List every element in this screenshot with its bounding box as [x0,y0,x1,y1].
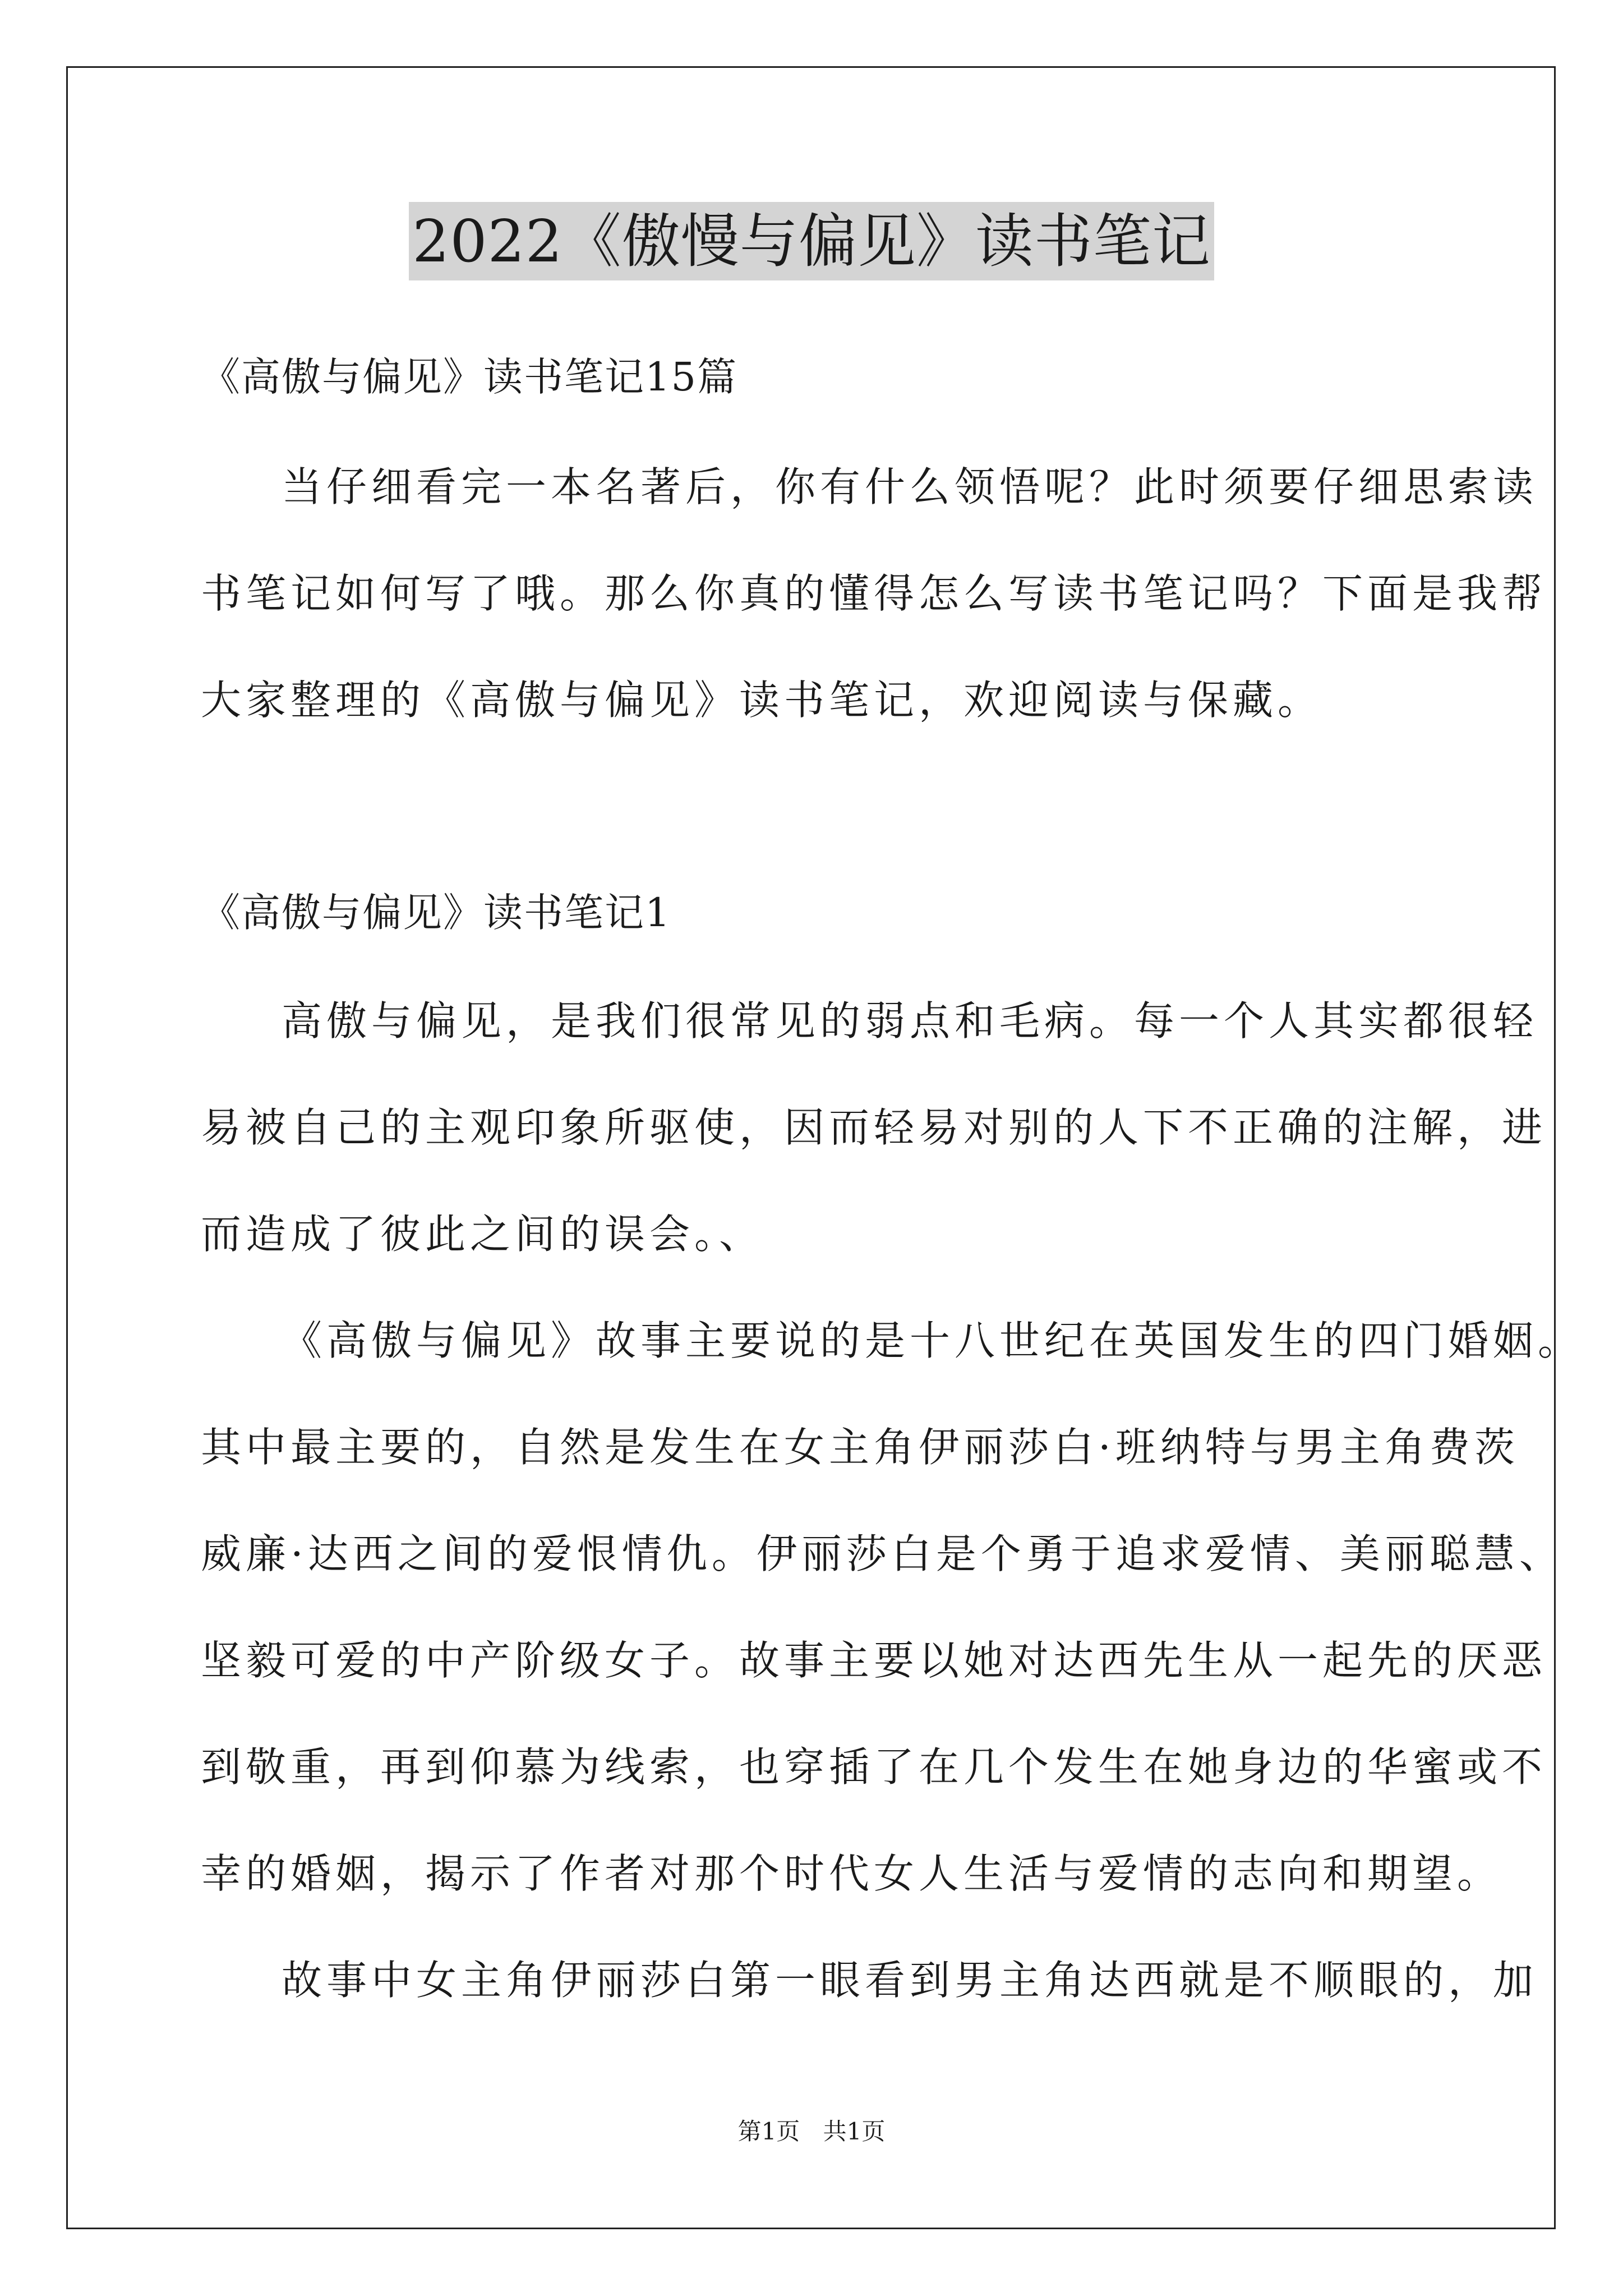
para2-line-5: 到敬重，再到仰慕为线索，也穿插了在几个发生在她身边的华蜜或不 [201,1743,1547,1791]
intro-line-3: 大家整理的《高傲与偏见》读书笔记，欢迎阅读与保藏。 [201,677,1323,724]
document-title: 2022《傲慢与偏见》读书笔记 [409,202,1214,280]
para3-line-1: 故事中女主角伊丽莎白第一眼看到男主角达西就是不顺眼的，加 [282,1957,1538,2004]
page-footer [0,2115,1623,2148]
para2-line-1: 《高傲与偏见》故事主要说的是十八世纪在英国发生的四门婚姻。 [282,1317,1583,1364]
para1-line-3: 而造成了彼此之间的误会。、 [201,1211,764,1258]
para2-line-3: 威廉·达西之间的爱恨情仇。伊丽莎白是个勇于追求爱情、美丽聪慧、 [201,1530,1564,1577]
subtitle: 《高傲与偏见》读书笔记15篇 [201,354,738,400]
title-container [0,202,1623,280]
page-number: 第1页 [737,2118,800,2145]
para1-line-1: 高傲与偏见，是我们很常见的弱点和毛病。每一个人其实都很轻 [282,997,1538,1045]
intro-line-2: 书笔记如何写了哦。那么你真的懂得怎么写读书笔记吗？下面是我帮 [201,570,1547,617]
section-heading: 《高傲与偏见》读书笔记1 [201,890,671,936]
para2-line-6: 幸的婚姻，揭示了作者对那个时代女人生活与爱情的志向和期望。 [201,1850,1502,1897]
para2-line-4: 坚毅可爱的中产阶级女子。故事主要以她对达西先生从一起先的厌恶 [201,1637,1547,1684]
page-total: 共1页 [823,2118,886,2145]
intro-line-1: 当仔细看完一本名著后，你有什么领悟呢？此时须要仔细思索读 [282,463,1538,510]
para1-line-2: 易被自己的主观印象所驱使，因而轻易对别的人下不正确的注解，进 [201,1104,1547,1151]
para2-line-2: 其中最主要的，自然是发生在女主角伊丽莎白·班纳特与男主角费茨 [201,1424,1519,1471]
